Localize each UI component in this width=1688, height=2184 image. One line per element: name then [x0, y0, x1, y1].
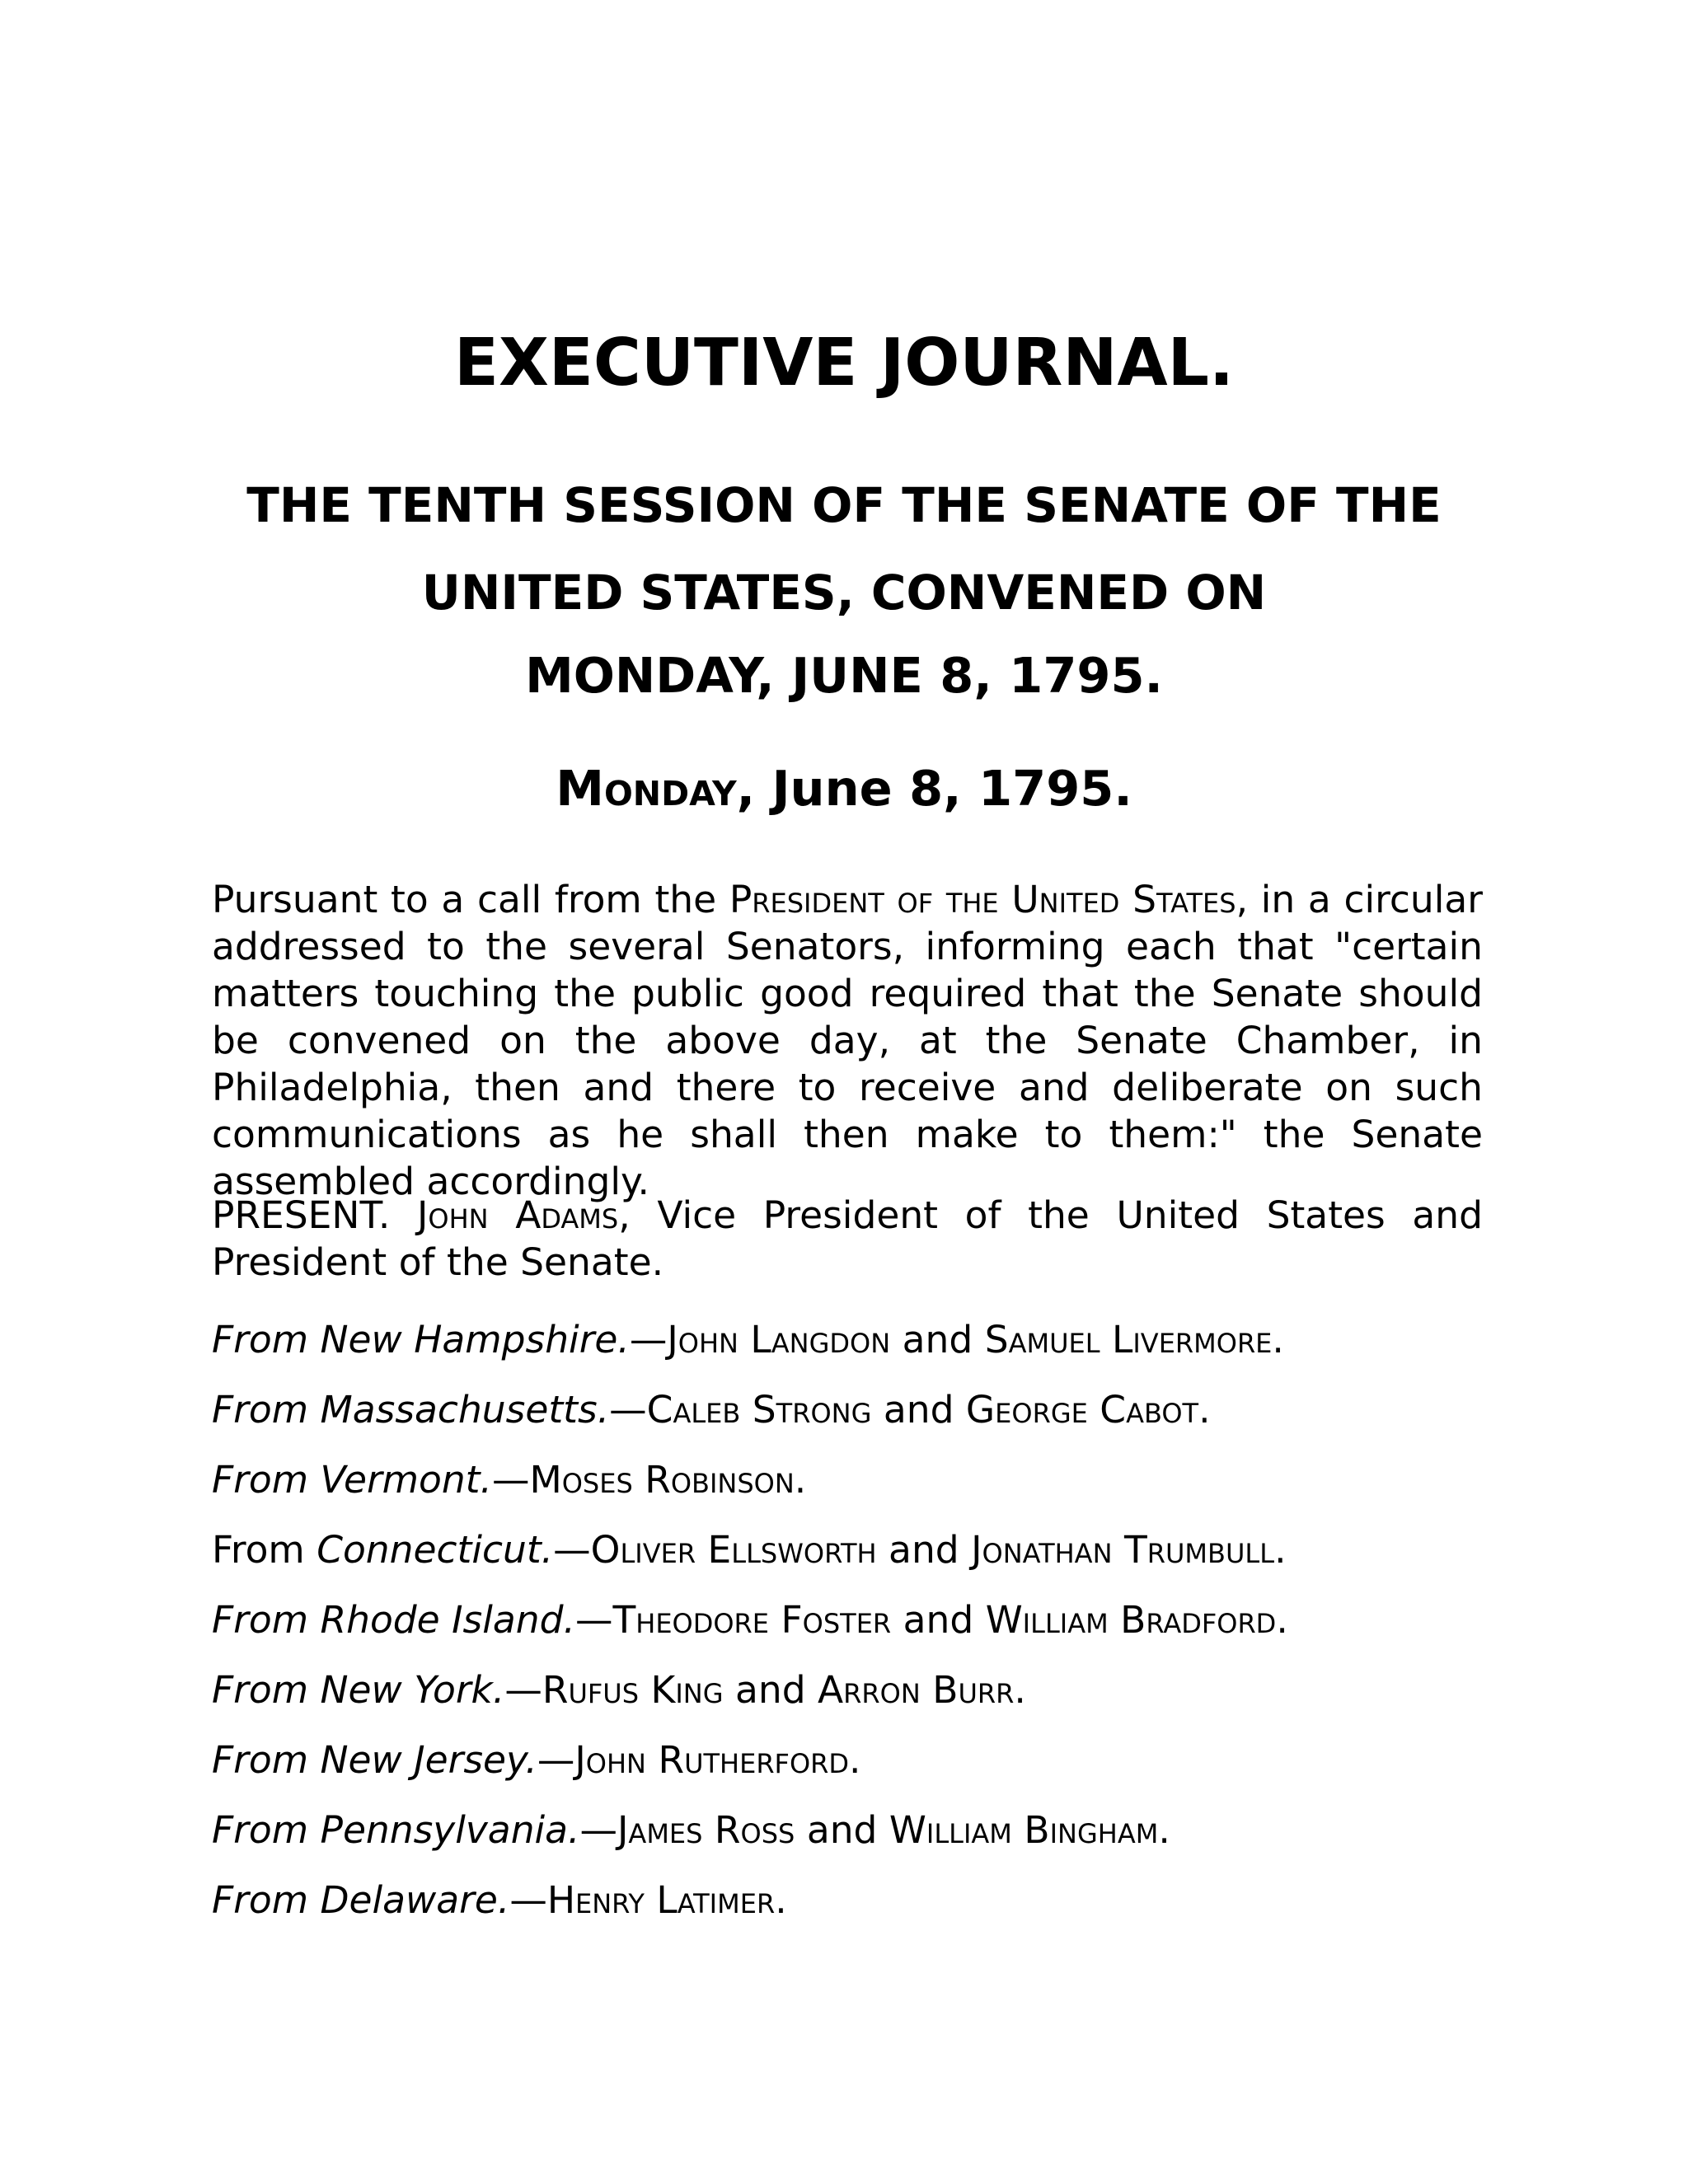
- convened-date: MONDAY, JUNE 8, 1795.: [525, 647, 1163, 704]
- intro-president-title: President of the United States: [729, 878, 1236, 921]
- senator-name: Caleb Strong: [646, 1388, 872, 1432]
- senator-name: Theodore Foster: [612, 1598, 892, 1642]
- senator-name: Oliver Ellsworth: [590, 1528, 877, 1572]
- delegation-state: From Vermont.: [212, 1458, 492, 1502]
- delegation-state: From New Jersey.: [212, 1738, 537, 1782]
- delegation-dash: —: [609, 1388, 647, 1432]
- delegation-dash: —: [579, 1808, 618, 1852]
- senator-name: Rufus King: [542, 1668, 724, 1712]
- senator-name: George Cabot: [965, 1388, 1199, 1432]
- senator-separator: and: [795, 1808, 889, 1852]
- delegation-state: From New York.: [212, 1668, 505, 1712]
- senator-separator: and: [890, 1318, 985, 1361]
- senator-separator: .: [794, 1458, 807, 1502]
- senator-separator: .: [1158, 1808, 1170, 1852]
- delegation-dash: —: [504, 1668, 542, 1712]
- senator-name: James Ross: [617, 1808, 795, 1852]
- delegation-line: [212, 1736, 1483, 1783]
- delegation-state: From Massachusetts.: [212, 1388, 610, 1432]
- senator-name: Arron Burr: [818, 1668, 1015, 1712]
- senator-separator: .: [1198, 1388, 1211, 1432]
- senator-separator: and: [891, 1598, 986, 1642]
- senator-name: Samuel Livermore: [984, 1318, 1273, 1361]
- senator-name: William Bradford: [985, 1598, 1277, 1642]
- senator-separator: and: [876, 1528, 972, 1572]
- senator-name: John Rutherford: [574, 1738, 850, 1782]
- delegation-line: [212, 1596, 1483, 1643]
- journal-title: EXECUTIVE JOURNAL.: [454, 325, 1234, 401]
- senator-separator: and: [723, 1668, 818, 1712]
- delegation-line: [212, 1316, 1483, 1363]
- present-rest: , Vice President of the United States and President of the Senate.: [212, 1193, 1483, 1284]
- senator-separator: .: [1274, 1528, 1287, 1572]
- delegation-state: From New Hampshire.: [212, 1318, 630, 1361]
- delegation-line: [212, 1877, 1483, 1924]
- delegation-from: From: [212, 1528, 317, 1572]
- senator-separator: and: [871, 1388, 966, 1432]
- day-heading-date: , June 8, 1795.: [736, 760, 1132, 817]
- intro-text-part1: Pursuant to a call from the: [212, 878, 729, 921]
- present-name: John Adams: [416, 1193, 619, 1237]
- delegation-state: From Pennsylvania.: [212, 1808, 580, 1852]
- delegation-line: [212, 1386, 1483, 1433]
- delegation-line: [212, 1526, 1483, 1573]
- delegation-dash: —: [491, 1458, 530, 1502]
- senator-separator: .: [1276, 1598, 1288, 1642]
- delegation-dash: —: [537, 1738, 575, 1782]
- delegation-state: From Delaware.: [212, 1878, 510, 1922]
- delegation-state: From Rhode Island.: [212, 1598, 575, 1642]
- senator-separator: .: [775, 1878, 787, 1922]
- delegation-line: [212, 1807, 1483, 1854]
- delegation-state: Connecticut.: [316, 1528, 554, 1572]
- present-paragraph: [212, 1192, 1483, 1286]
- senator-separator: .: [1272, 1318, 1284, 1361]
- senator-name: Moses Robinson: [529, 1458, 795, 1502]
- senator-name: William Bingham: [889, 1808, 1159, 1852]
- delegation-line: [212, 1666, 1483, 1713]
- day-heading: [0, 752, 1688, 826]
- delegation-line: [212, 1456, 1483, 1503]
- senator-separator: .: [849, 1738, 861, 1782]
- senator-name: Henry Latimer: [546, 1878, 776, 1922]
- delegation-dash: —: [509, 1878, 547, 1922]
- senator-name: Jonathan Trumbull: [971, 1528, 1275, 1572]
- senator-name: John Langdon: [667, 1318, 891, 1361]
- delegation-dash: —: [553, 1528, 591, 1572]
- day-heading-weekday: Monday: [556, 760, 737, 817]
- session-subtitle: THE TENTH SESSION OF THE SENATE OF THE UNITED STATES, CONVENED ON: [246, 477, 1442, 621]
- delegation-dash: —: [629, 1318, 668, 1361]
- senator-separator: .: [1014, 1668, 1026, 1712]
- present-label: PRESENT.: [212, 1193, 417, 1237]
- delegation-dash: —: [574, 1598, 613, 1642]
- intro-paragraph: [212, 876, 1483, 1205]
- intro-text-part2: , in a circular addressed to the several Senators, informing each that "certain matters touching the public good required that the Senate should be convened on the above day, at the Senate Chamber, in Philadelphia, then and there to receive and deliberate on such communications as he shall then make to them:" the Senate assembled accordingly.: [212, 878, 1483, 1203]
